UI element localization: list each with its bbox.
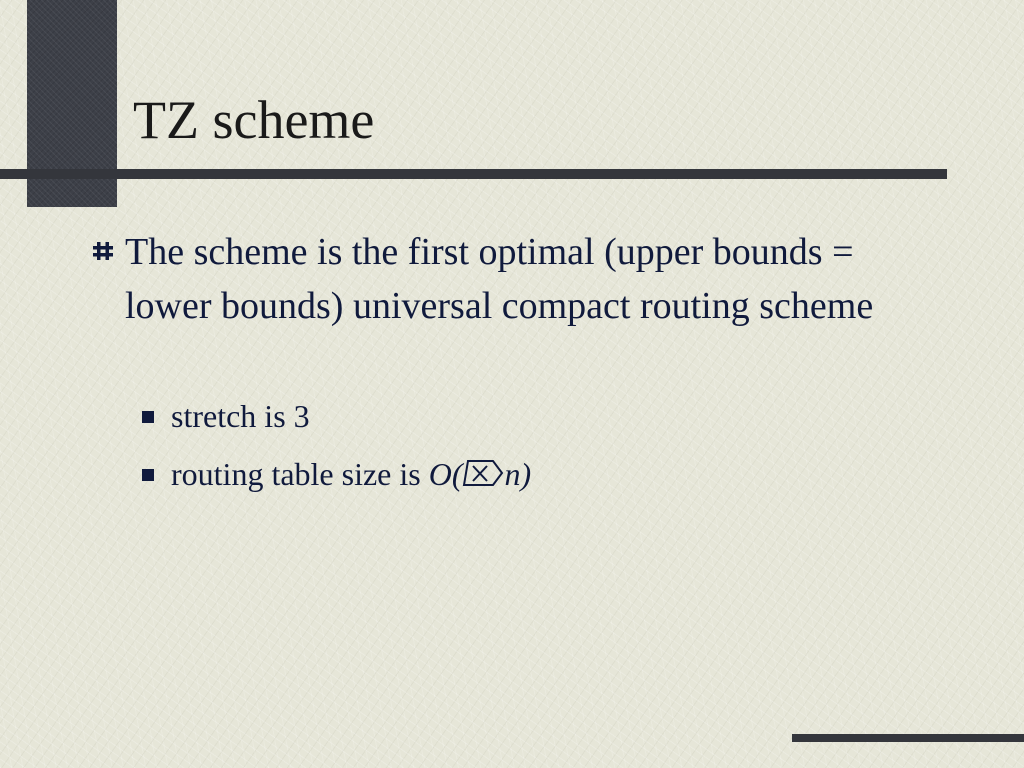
missing-symbol-icon	[462, 458, 504, 488]
formula-suffix: n)	[504, 456, 532, 492]
bottom-accent-rule	[792, 734, 1024, 742]
formula-prefix: O(	[428, 456, 463, 492]
sub-bullet-label: routing table size is	[171, 456, 429, 492]
square-bullet-icon	[142, 469, 154, 481]
title-underline-rule	[0, 169, 947, 179]
sub-bullet-text	[171, 454, 531, 494]
square-bullet-icon	[142, 411, 154, 423]
main-bullet-text: The scheme is the first optimal (upper bounds = lower bounds) universal compact routing scheme	[125, 231, 874, 327]
slide-title: TZ scheme	[133, 90, 375, 150]
sub-bullet-text: stretch is 3	[171, 398, 310, 434]
hash-bullet-icon	[92, 240, 114, 262]
